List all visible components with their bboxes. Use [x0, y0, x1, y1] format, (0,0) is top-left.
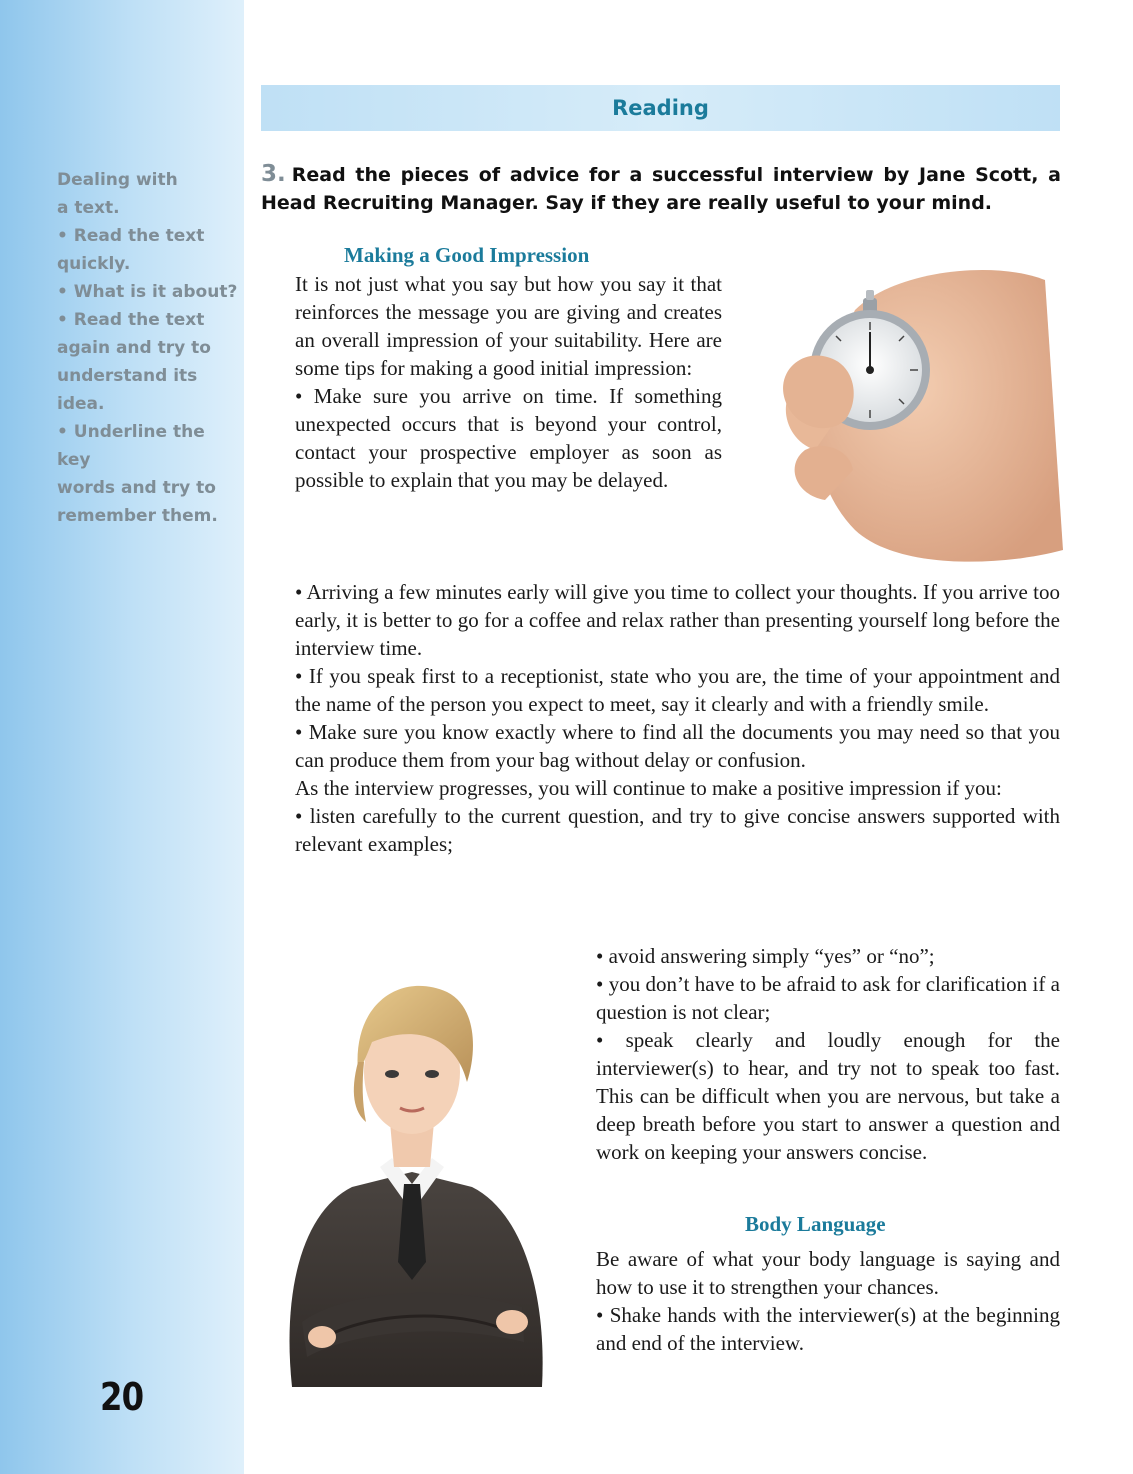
sidebar-note-line: a text.: [57, 198, 120, 218]
body-language-heading: Body Language: [745, 1212, 886, 1236]
sidebar-note-line: • What is it about?: [57, 282, 238, 302]
sidebar-note-line: again and try to: [57, 338, 211, 358]
interview-progress-paragraph: As the interview progresses, you will continue to make a positive impression if you:: [295, 776, 1002, 800]
tip-documents: • Make sure you know exactly where to find all the documents you may need so that you can produce them from your bag without delay or confusion.: [295, 720, 1060, 772]
sidebar-note-line: Dealing with: [57, 170, 178, 190]
body-language-block: [596, 1245, 1060, 1357]
businesswoman-image: [262, 962, 562, 1387]
tip-arrive-early: • Arriving a few minutes early will give you time to collect your thoughts. If you arrive too early, it is better to go for a coffee and relax rather than presenting yourself long before the interview time.: [295, 580, 1060, 660]
intro-block: [295, 270, 722, 494]
sidebar-note-line: understand its idea.: [57, 366, 198, 414]
stopwatch-in-hand-image: [745, 250, 1063, 568]
sidebar-note-line: • Read the text: [57, 310, 205, 330]
tip-ask-clarification: • you don’t have to be afraid to ask for clarification if a question is not clear;: [596, 972, 1060, 1024]
tip-shake-hands: • Shake hands with the interviewer(s) at the beginning and end of the interview.: [596, 1303, 1060, 1355]
section-header: [261, 85, 1060, 131]
sidebar-note-line: words and try to: [57, 478, 216, 498]
sidebar-notes: [57, 166, 242, 530]
sidebar-note-line: • Read the text: [57, 226, 205, 246]
sidebar-note-line: quickly.: [57, 254, 131, 274]
task-text: Read the pieces of advice for a successful interview by Jane Scott, a Head Recruiting Manager. Say if they are really useful to your mind.: [261, 164, 1061, 214]
tip-avoid-yes-no: • avoid answering simply “yes” or “no”;: [596, 944, 935, 968]
tip-receptionist: • If you speak first to a receptionist, state who you are, the time of your appointment and the name of the person you expect to meet, say it clearly and with a friendly smile.: [295, 664, 1060, 716]
intro-paragraph: It is not just what you say but how you say it that reinforces the message you are giving and creates an overall impression of your suitability. Here are some tips for making a good initial impression:: [295, 272, 722, 380]
tip-arrive-on-time: • Make sure you arrive on time. If something unexpected occurs that is beyond your control, contact your prospective employer as soon as possible to explain that you may be delayed.: [295, 384, 722, 492]
page-number: 20: [100, 1375, 144, 1419]
tip-speak-clearly: • speak clearly and loudly enough for the interviewer(s) to hear, and try not to speak too fast. This can be difficult when you are nervous, but take a deep breath before you start to answer a question and work on keeping your answers concise.: [596, 1028, 1060, 1164]
section-title: Reading: [612, 96, 709, 120]
body-language-intro: Be aware of what your body language is saying and how to use it to strengthen your chances.: [596, 1247, 1060, 1299]
sidebar-note-line: remember them.: [57, 506, 218, 526]
sidebar-note-line: • Underline the key: [57, 422, 205, 470]
tip-listen-carefully: • listen carefully to the current question, and try to give concise answers supported with relevant examples;: [295, 804, 1060, 856]
tips-narrow-block: [596, 942, 1060, 1166]
task-number: 3.: [261, 161, 286, 187]
article-heading: Making a Good Impression: [344, 243, 590, 267]
task-instruction: [261, 160, 1061, 217]
tips-wide-block: [295, 578, 1060, 858]
